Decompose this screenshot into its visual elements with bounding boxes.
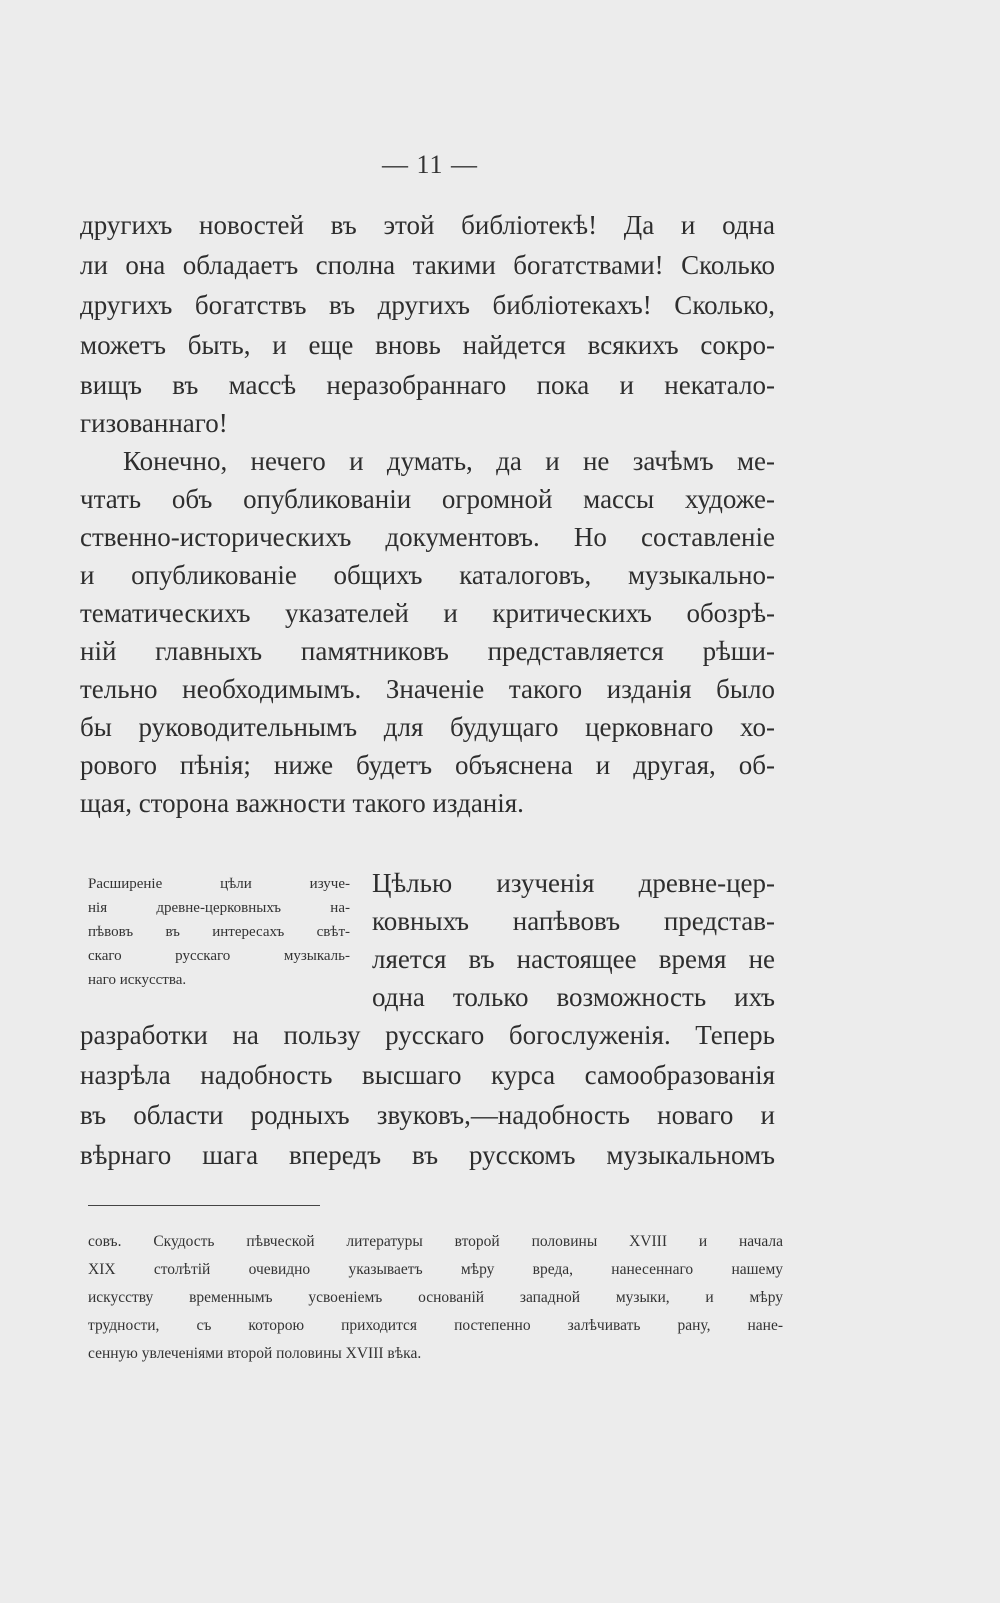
footnote-line: искусству временнымъ усвоенiемъ основанiй западной музыки, и мѣру <box>88 1289 783 1306</box>
text-line: рового пѣнiя; ниже будетъ объяснена и другая, об- <box>80 750 775 780</box>
footnote-line: совъ. Скудость пѣвческой литературы второй половины XVIII и начала <box>88 1233 783 1250</box>
text-line: тематическихъ указателей и критическихъ обозрѣ- <box>80 598 775 628</box>
text-line: Конечно, нечего и думать, да и не зачѣмъ ме- <box>123 446 775 476</box>
footnote-line: XIX столѣтiй очевидно указываетъ мѣру вреда, нанесеннаго нашему <box>88 1261 783 1278</box>
margin-note-line: Расширенiе цѣли изуче- <box>88 876 350 892</box>
text-line: можетъ быть, и еще вновь найдется всякихъ сокро- <box>80 330 775 360</box>
text-line: и опубликованiе общихъ каталоговъ, музыкально- <box>80 560 775 590</box>
text-line: гизованнаго! <box>80 408 228 438</box>
text-line: разработки на пользу русскаго богослуженiя. Теперь <box>80 1020 775 1050</box>
text-line: одна только возможность ихъ <box>372 982 775 1012</box>
text-line: въ области родныхъ звуковъ,—надобность новаго и <box>80 1100 775 1130</box>
margin-note-line: пѣвовъ въ интересахъ свѣт- <box>88 924 350 940</box>
text-line: ственно-историческихъ документовъ. Но составленiе <box>80 522 775 552</box>
text-line: ли она обладаетъ сполна такими богатствами! Сколько <box>80 250 775 280</box>
text-line: чтать объ опубликованiи огромной массы художе- <box>80 484 775 514</box>
margin-note <box>88 872 350 992</box>
text-line: тельно необходимымъ. Значенiе такого изданiя было <box>80 674 775 704</box>
margin-note-line: наго искусства. <box>88 972 187 988</box>
text-line: Цѣлью изученiя древне-цер- <box>372 868 775 898</box>
text-line: другихъ новостей въ этой библiотекѣ! Да и одна <box>80 210 775 240</box>
page-number: — 11 — <box>381 150 479 179</box>
text-line: щая, сторона важности такого изданiя. <box>80 788 524 818</box>
text-line: бы руководительнымъ для будущаго церковнаго хо- <box>80 712 775 742</box>
text-line: назрѣла надобность высшаго курса самообразованiя <box>80 1060 775 1090</box>
text-line: другихъ богатствъ въ другихъ библiотекахъ! Сколько, <box>80 290 775 320</box>
footnote-divider <box>88 1205 320 1206</box>
footnote-line: трудности, съ которою приходится постепенно залѣчивать рану, нане- <box>88 1317 783 1334</box>
text-line: нiй главныхъ памятниковъ представляется рѣши- <box>80 636 775 666</box>
margin-note-line: скаго русскаго музыкаль- <box>88 948 350 964</box>
text-line: ляется въ настоящее время не <box>372 944 775 974</box>
text-line: вѣрнаго шага впередъ въ русскомъ музыкальномъ <box>80 1140 775 1170</box>
text-line: ковныхъ напѣвовъ представ- <box>372 906 775 936</box>
text-line: вищъ въ массѣ неразобраннаго пока и некатало- <box>80 370 775 400</box>
footnote-line: сенную увлеченiями второй половины XVIII вѣка. <box>88 1345 422 1362</box>
margin-note-line: нiя древне-церковныхъ на- <box>88 900 350 916</box>
